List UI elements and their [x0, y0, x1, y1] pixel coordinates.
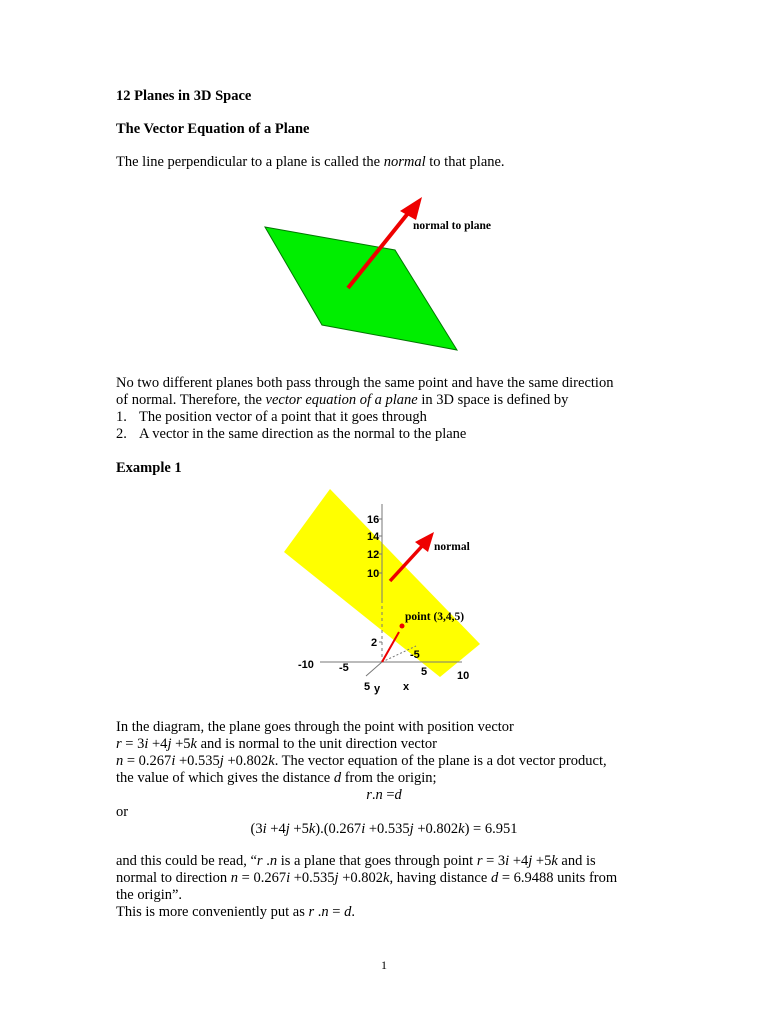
text-run: .	[262, 853, 270, 869]
math-variable: r	[476, 853, 483, 869]
list-item: 2. A vector in the same direction as the normal to the plane	[116, 426, 467, 442]
text-run: = 3	[482, 853, 506, 869]
math-variable: d	[490, 870, 499, 886]
z-tick-label: 12	[367, 549, 380, 561]
math-variable: n	[269, 853, 278, 869]
text-run: +0.802	[223, 753, 269, 769]
math-variable: d	[344, 904, 352, 920]
text-run: = 0.267	[123, 753, 172, 769]
math-variable: k	[268, 753, 275, 769]
text-run: +5	[532, 853, 552, 869]
math-variable: r	[308, 904, 315, 920]
paragraph-line	[116, 770, 437, 787]
x-tick-label: 5	[421, 666, 428, 678]
math-variable: n	[116, 753, 124, 769]
text-run: +0.535	[365, 821, 410, 837]
math-variable: k	[551, 853, 558, 869]
math-variable: d	[394, 787, 402, 803]
x-tick-label: 10	[457, 670, 470, 682]
x-tick-label: -5	[339, 662, 349, 674]
z-tick-label: 14	[367, 531, 380, 543]
point-marker	[400, 624, 405, 629]
z-tick-label: 16	[367, 514, 380, 526]
z-tick-label: 10	[367, 568, 380, 580]
list-item: 1. The position vector of a point that it goes through	[116, 409, 427, 425]
text-run: =	[328, 904, 345, 920]
math-variable: n	[230, 870, 239, 886]
math-variable: i	[262, 821, 267, 837]
text-run: +5	[171, 736, 191, 752]
text-run: =	[382, 787, 395, 803]
text-run: the value of which gives the distance	[116, 770, 334, 786]
equation-expanded	[0, 821, 768, 838]
example-title: Example 1	[116, 460, 182, 476]
text-run: and this could be read, “	[116, 853, 257, 869]
math-variable: r	[256, 853, 263, 869]
math-variable: j	[334, 870, 339, 886]
text-run: +0.535	[175, 753, 220, 769]
section-heading: 12 Planes in 3D Space	[116, 88, 252, 104]
text-run: (3	[250, 821, 263, 837]
text-run: and is	[557, 853, 596, 869]
math-variable: i	[144, 736, 149, 752]
text-run: +0.535	[290, 870, 335, 886]
text-run: = 0.267	[238, 870, 287, 886]
plane-normal-figure	[262, 195, 512, 355]
text-run: = 6.9488 units from	[498, 870, 618, 886]
math-variable: j	[528, 853, 533, 869]
math-variable: r	[366, 787, 372, 803]
paragraph-line: In the diagram, the plane goes through the point with position vector	[116, 719, 514, 735]
green-plane	[265, 227, 457, 350]
z-tick-label: 2	[371, 637, 378, 649]
text-run: = 3	[121, 736, 145, 752]
paragraph-line	[116, 753, 607, 770]
text-run: from the origin;	[341, 770, 437, 786]
math-variable: r	[116, 736, 122, 752]
text-run: +0.802	[338, 870, 384, 886]
text-run: .	[351, 904, 355, 920]
page-number: 1	[381, 958, 387, 972]
x-tick-label: -10	[298, 659, 314, 671]
text-run: .	[371, 787, 376, 803]
paragraph-line	[116, 904, 355, 921]
math-variable: i	[171, 753, 176, 769]
y-axis-label: y	[374, 683, 381, 695]
text-run: ) = 6.951	[464, 821, 518, 837]
math-variable: k	[458, 821, 465, 837]
text-run: +4	[266, 821, 286, 837]
math-variable: j	[285, 821, 290, 837]
extra-tick-label: -5	[410, 649, 420, 661]
text-run: .	[314, 904, 322, 920]
text-run: is a plane that goes through point	[277, 853, 477, 869]
paragraph-line: the origin”.	[116, 887, 183, 903]
paragraph-line: of normal. Therefore, the vector equation of a plane in 3D space is defined by	[116, 392, 569, 408]
subsection-heading: The Vector Equation of a Plane	[116, 121, 310, 137]
math-variable: k	[383, 870, 390, 886]
math-variable: i	[361, 821, 366, 837]
math-variable: j	[167, 736, 172, 752]
y-axis	[366, 662, 382, 676]
text-run: , having distance	[389, 870, 491, 886]
math-variable: i	[505, 853, 510, 869]
term-normal: normal	[383, 154, 426, 170]
text-run: ).(0.267	[315, 821, 362, 837]
math-variable: n	[375, 787, 383, 803]
point-label: point (3,4,5)	[405, 611, 465, 623]
math-variable: k	[190, 736, 197, 752]
text-run: normal to direction	[116, 870, 231, 886]
text-run: and is normal to the unit direction vector	[196, 736, 437, 752]
text-run: +5	[289, 821, 309, 837]
term-vector-equation: vector equation of a plane	[265, 392, 418, 408]
text-run: . The vector equation of the plane is a dot vector product,	[274, 753, 607, 769]
paragraph-line	[116, 853, 596, 870]
equation-r-dot-n	[0, 787, 768, 804]
text-run: +0.802	[413, 821, 459, 837]
paragraph-line: No two different planes both pass through the same point and have the same direction	[116, 375, 614, 391]
text-run: +4	[509, 853, 529, 869]
intro-paragraph: The line perpendicular to a plane is called the normal to that plane.	[116, 154, 505, 170]
math-variable: d	[333, 770, 342, 786]
math-variable: i	[286, 870, 291, 886]
paragraph-line	[116, 736, 437, 753]
normal-to-plane-label: normal to plane	[413, 220, 491, 232]
paragraph-line	[116, 870, 617, 887]
math-variable: j	[409, 821, 414, 837]
example-plane-figure	[282, 486, 502, 696]
math-variable: k	[308, 821, 316, 837]
paragraph-line: or	[116, 804, 129, 820]
text-run: This is more conveniently put as	[116, 904, 309, 920]
normal-label: normal	[434, 541, 470, 553]
text-run: +4	[148, 736, 168, 752]
math-variable: n	[321, 904, 329, 920]
extra-tick-label: 5	[364, 681, 371, 693]
math-variable: j	[219, 753, 224, 769]
x-axis-label: x	[403, 681, 410, 693]
